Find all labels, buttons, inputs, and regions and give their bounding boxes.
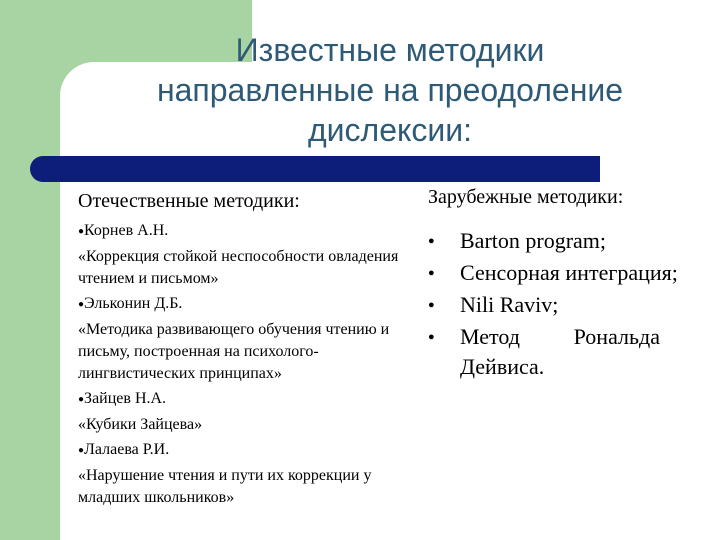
method-name-second-line: Дейвиса.: [460, 354, 545, 379]
method-name-first-line: [460, 322, 688, 352]
title-line-3: дислексии:: [307, 112, 472, 148]
list-item-author: [78, 220, 408, 243]
list-item: [428, 290, 688, 320]
title-underline-bar: [30, 156, 600, 182]
title-line-2: направленные на преодоление: [156, 72, 624, 108]
list-item: [428, 226, 688, 256]
domestic-methods-list: [78, 220, 408, 509]
list-item: [428, 322, 688, 382]
list-item-work: [78, 465, 408, 509]
work-title: «Коррекция стойкой неспособности овладения чтением и письмом»: [78, 248, 399, 287]
domestic-methods-heading: Отечественные методики:: [78, 190, 300, 212]
list-item-author: [78, 293, 408, 316]
method-name: Barton program;: [460, 228, 607, 253]
bullet-icon: ●: [428, 299, 435, 311]
slide-title: [90, 30, 690, 150]
list-item-author: [78, 439, 408, 462]
bullet-icon: ●: [428, 235, 435, 247]
author-name: Лалаева Р.И.: [84, 441, 170, 458]
foreign-methods-heading: Зарубежные методики:: [428, 186, 624, 208]
work-title: «Кубики Зайцева»: [78, 416, 203, 433]
domestic-methods-column: [78, 188, 408, 512]
author-name: Эльконин Д.Б.: [84, 295, 183, 312]
bullet-icon: ●: [428, 267, 435, 279]
list-item: [428, 258, 688, 288]
list-item-work: [78, 246, 408, 290]
list-item-author: [78, 388, 408, 411]
list-item-work: [78, 414, 408, 436]
method-name: Nili Raviv;: [460, 292, 559, 317]
foreign-methods-column: [428, 184, 688, 384]
list-item-work: [78, 319, 408, 385]
title-line-1: Известные методики: [235, 32, 545, 68]
work-title: «Нарушение чтения и пути их коррекции у младших школьников»: [78, 467, 372, 506]
method-word: Рональда: [573, 324, 660, 349]
author-name: Корнев А.Н.: [84, 222, 169, 239]
method-name: Сенсорная интеграция;: [460, 260, 678, 285]
work-title: «Методика развивающего обучения чтению и письму, построенная на психолого-лингвистических принципах»: [78, 321, 390, 382]
method-word: Метод: [460, 324, 520, 349]
author-name: Зайцев Н.А.: [84, 390, 167, 407]
bullet-icon: ●: [428, 331, 435, 343]
foreign-methods-list: [428, 226, 688, 382]
